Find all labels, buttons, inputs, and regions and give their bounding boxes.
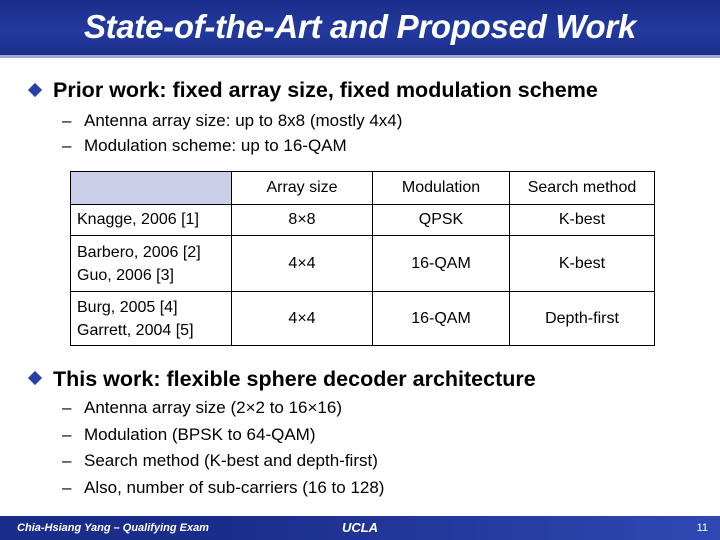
this-work-bullet: This work: flexible sphere decoder architecture	[53, 367, 536, 391]
footer-bar	[226, 516, 720, 540]
table-row	[71, 292, 655, 346]
prior-sub-item: – Modulation scheme: up to 16-QAM	[62, 136, 347, 155]
table-cell-work: Burg, 2005 [4] Garrett, 2004 [5]	[71, 292, 232, 346]
bullet-diamond-icon	[28, 371, 42, 385]
table-row	[71, 205, 655, 236]
table-cell: QPSK	[373, 205, 510, 236]
table-header-cell: Modulation	[373, 172, 510, 205]
this-work-sub-item: – Search method (K-best and depth-first)	[62, 451, 378, 470]
table-header-row	[71, 172, 655, 205]
table-corner-cell	[71, 172, 232, 205]
comparison-table	[70, 171, 655, 346]
table-cell: 4×4	[232, 292, 373, 346]
table-cell-work: Knagge, 2006 [1]	[71, 205, 232, 236]
table-cell: 4×4	[232, 236, 373, 292]
table-cell: Depth-first	[510, 292, 655, 346]
footer-center-label: UCLA	[341, 520, 379, 535]
this-work-sub-item: – Antenna array size (2×2 to 16×16)	[62, 398, 342, 417]
bullet-diamond-icon	[28, 83, 42, 97]
table-cell: K-best	[510, 236, 655, 292]
prior-sub-item: – Antenna array size: up to 8x8 (mostly 4x4)	[62, 111, 403, 130]
table-header-cell: Search method	[510, 172, 655, 205]
this-work-sub-item: – Also, number of sub-carriers (16 to 128)	[62, 478, 385, 497]
table-row	[71, 236, 655, 292]
slide-title: State-of-the-Art and Proposed Work	[83, 8, 637, 45]
prior-work-bullet: Prior work: fixed array size, fixed modulation scheme	[53, 78, 598, 102]
table-cell: 8×8	[232, 205, 373, 236]
table-cell-work: Barbero, 2006 [2] Guo, 2006 [3]	[71, 236, 232, 292]
table-cell: 16-QAM	[373, 292, 510, 346]
table-cell: 16-QAM	[373, 236, 510, 292]
table-header-cell: Array size	[232, 172, 373, 205]
footer-author: Chia-Hsiang Yang – Qualifying Exam	[0, 516, 226, 540]
page-number: 11	[696, 522, 708, 534]
table-cell: K-best	[510, 205, 655, 236]
this-work-sub-item: – Modulation (BPSK to 64-QAM)	[62, 425, 316, 444]
